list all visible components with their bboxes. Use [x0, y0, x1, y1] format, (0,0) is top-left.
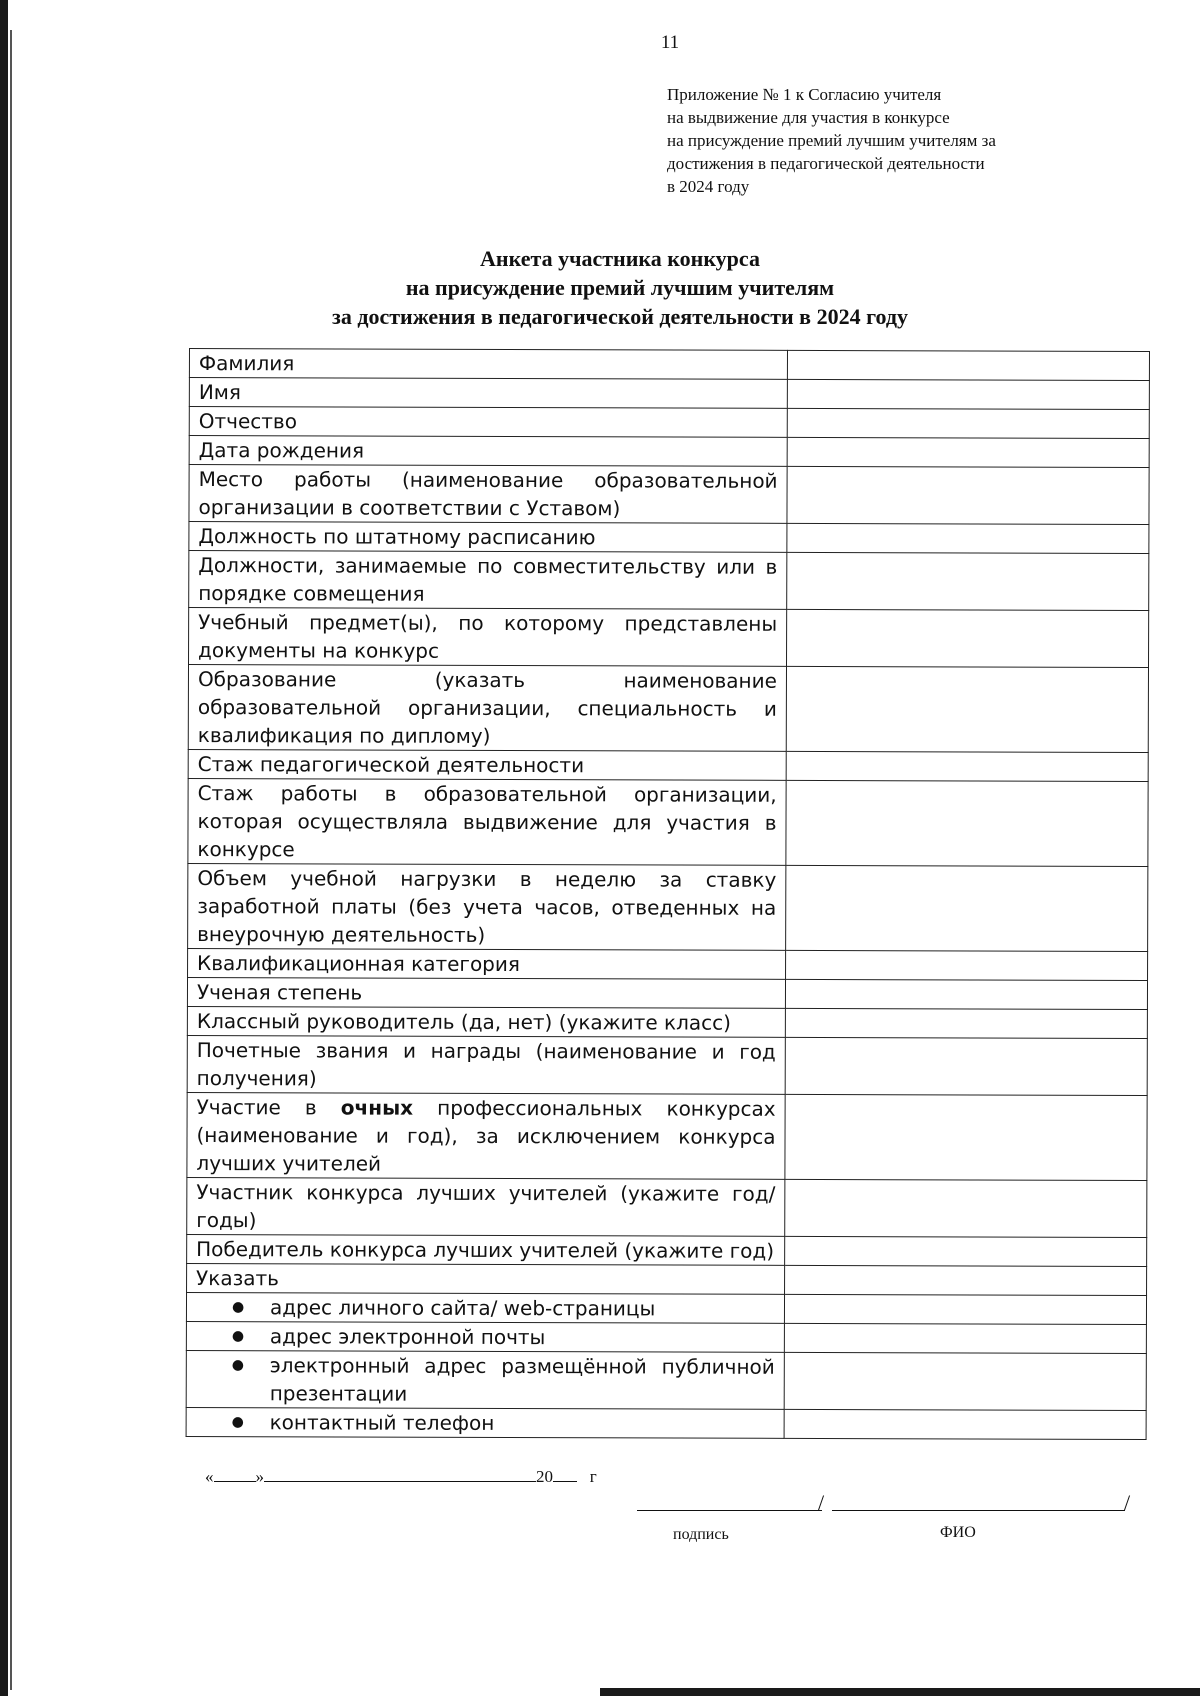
- signature-label: подпись: [673, 1526, 729, 1543]
- education-field[interactable]: [786, 666, 1148, 752]
- row-label: [186, 1407, 784, 1438]
- email-field[interactable]: [784, 1323, 1146, 1353]
- day-blank[interactable]: [214, 1467, 256, 1482]
- form-row-contest-participant: [187, 1177, 1147, 1237]
- form-row-surname: [189, 349, 1149, 381]
- form-row-phone: [186, 1407, 1146, 1439]
- row-label: [186, 1321, 784, 1352]
- bullet-icon: ●: [231, 1328, 245, 1345]
- form-row-workload: [188, 863, 1148, 951]
- row-label-text: электронный адрес размещённой публичной презентации: [269, 1353, 775, 1406]
- form-row-presentation: [186, 1350, 1146, 1410]
- date-close-quote: »: [255, 1467, 264, 1486]
- form-row-education: [188, 665, 1148, 753]
- name-field[interactable]: [787, 379, 1149, 409]
- form-row-class-teacher: [187, 1006, 1147, 1038]
- row-label-text: адрес личного сайта/ web-страницы: [269, 1295, 656, 1321]
- form-title-line: на присуждение премий лучшим учителям: [405, 275, 835, 300]
- row-label: Победитель конкурса лучших учителей (укажите год): [187, 1234, 785, 1265]
- full-name-line[interactable]: [832, 1510, 1125, 1511]
- row-label-text: адрес электронной почты: [269, 1324, 546, 1350]
- form-row-specify: [187, 1263, 1147, 1295]
- academic-degree-field[interactable]: [785, 979, 1147, 1009]
- form-row-patronymic: [189, 407, 1149, 439]
- row-label: Должность по штатному расписанию: [189, 522, 787, 553]
- form-title-line: Анкета участника конкурса: [480, 246, 760, 271]
- workload-field[interactable]: [786, 865, 1148, 951]
- bullet-icon: ●: [231, 1414, 244, 1431]
- row-label: [187, 1092, 785, 1179]
- form-row-academic-degree: [187, 977, 1147, 1009]
- row-label: Отчество: [189, 407, 787, 438]
- year-blank[interactable]: [553, 1467, 577, 1482]
- row-label-text: контактный телефон: [269, 1410, 495, 1435]
- row-label: Имя: [189, 378, 787, 409]
- form-row-subject: [189, 608, 1149, 668]
- year-prefix: 20: [536, 1467, 553, 1486]
- row-label: Ученая степень: [187, 977, 785, 1008]
- birth-date-field[interactable]: [787, 437, 1149, 467]
- appendix-note-line: достижения в педагогической деятельности: [667, 154, 985, 173]
- appendix-note-line: в 2024 году: [667, 177, 750, 196]
- date-line: [205, 1467, 597, 1487]
- organization-experience-field[interactable]: [786, 780, 1148, 866]
- workplace-field[interactable]: [787, 466, 1149, 524]
- presentation-field[interactable]: [784, 1352, 1146, 1410]
- additional-positions-field[interactable]: [787, 552, 1149, 610]
- full-name-slash: /: [1124, 1490, 1131, 1515]
- row-label-part: профессиональных конкурсах (наименование и год), за исключением конкурса лучших учителей: [196, 1095, 776, 1176]
- row-label-bold: очных: [340, 1095, 414, 1120]
- signature-line[interactable]: [637, 1510, 822, 1511]
- position-field[interactable]: [787, 523, 1149, 553]
- questionnaire-table: [186, 348, 1150, 1440]
- form-row-website: [186, 1292, 1146, 1324]
- appendix-note-line: на присуждение премий лучшим учителям за: [667, 131, 996, 150]
- form-row-birth-date: [189, 436, 1149, 468]
- subject-field[interactable]: [787, 609, 1149, 667]
- form-row-additional-positions: [189, 551, 1149, 611]
- appendix-note-line: Приложение № 1 к Согласию учителя: [667, 85, 942, 104]
- appendix-note-line: на выдвижение для участия в конкурсе: [667, 108, 950, 127]
- row-label: Участник конкурса лучших учителей (укажите год/годы): [187, 1177, 785, 1236]
- form-row-awards: [187, 1035, 1147, 1095]
- row-label: Фамилия: [189, 349, 787, 380]
- form-row-name: [189, 378, 1149, 410]
- scan-edge-bottom: [600, 1688, 1200, 1696]
- row-label: Стаж работы в образовательной организации, которая осуществляла выдвижение для участия в конкурсе: [188, 778, 786, 865]
- form-row-qualification-category: [188, 948, 1148, 980]
- date-open-quote: «: [205, 1467, 214, 1486]
- row-label: Объем учебной нагрузки в неделю за ставку заработной платы (без учета часов, отведенных на внеурочную деятельность): [188, 863, 786, 950]
- form-title-line: за достижения в педагогической деятельности в 2024 году: [331, 304, 909, 329]
- row-label: Почетные звания и награды (наименование и год получения): [187, 1035, 785, 1094]
- form-row-position: [189, 522, 1149, 554]
- patronymic-field[interactable]: [787, 408, 1149, 438]
- year-suffix: г: [589, 1467, 597, 1486]
- bullet-icon: ●: [231, 1299, 245, 1316]
- form-row-email: [186, 1321, 1146, 1353]
- signature-slash: /: [818, 1490, 825, 1515]
- qualification-category-field[interactable]: [786, 950, 1148, 980]
- scan-edge-left-line: [10, 30, 12, 1690]
- competitions-field[interactable]: [785, 1094, 1147, 1180]
- row-label: Стаж педагогической деятельности: [188, 749, 786, 780]
- awards-field[interactable]: [785, 1037, 1147, 1095]
- scan-edge-left: [0, 0, 8, 1696]
- form-row-competitions: [187, 1092, 1147, 1180]
- class-teacher-field[interactable]: [785, 1008, 1147, 1038]
- row-label: Образование (указать наименование образовательной организации, специальность и квалификация по диплому): [188, 665, 786, 752]
- website-field[interactable]: [784, 1294, 1146, 1324]
- full-name-label: ФИО: [940, 1524, 976, 1541]
- row-label: Учебный предмет(ы), по которому представлены документы на конкурс: [189, 608, 787, 667]
- bullet-icon: ●: [231, 1357, 245, 1374]
- form-row-teaching-experience: [188, 749, 1148, 781]
- row-label: [186, 1350, 784, 1409]
- row-label: Указать: [187, 1263, 785, 1294]
- surname-field[interactable]: [787, 350, 1149, 380]
- row-label: Дата рождения: [189, 436, 787, 467]
- form-title: [250, 244, 990, 331]
- form-row-organization-experience: [188, 778, 1148, 866]
- contest-winner-field[interactable]: [785, 1236, 1147, 1266]
- row-label: Классный руководитель (да, нет) (укажите класс): [187, 1006, 785, 1037]
- month-blank[interactable]: [264, 1467, 536, 1482]
- appendix-note: [667, 83, 1087, 198]
- contest-participant-field[interactable]: [785, 1179, 1147, 1237]
- row-label: Должности, занимаемые по совместительству или в порядке совмещения: [189, 551, 787, 610]
- row-label: Место работы (наименование образовательной организации в соответствии с Уставом): [189, 465, 787, 524]
- form-row-workplace: [189, 465, 1149, 525]
- page-number: 11: [660, 32, 680, 53]
- specify-field[interactable]: [785, 1265, 1147, 1295]
- row-label: [186, 1292, 784, 1323]
- row-label-part: Участие в: [196, 1095, 341, 1120]
- form-row-contest-winner: [187, 1234, 1147, 1266]
- teaching-experience-field[interactable]: [786, 751, 1148, 781]
- phone-field[interactable]: [784, 1409, 1146, 1439]
- row-label: Квалификационная категория: [188, 948, 786, 979]
